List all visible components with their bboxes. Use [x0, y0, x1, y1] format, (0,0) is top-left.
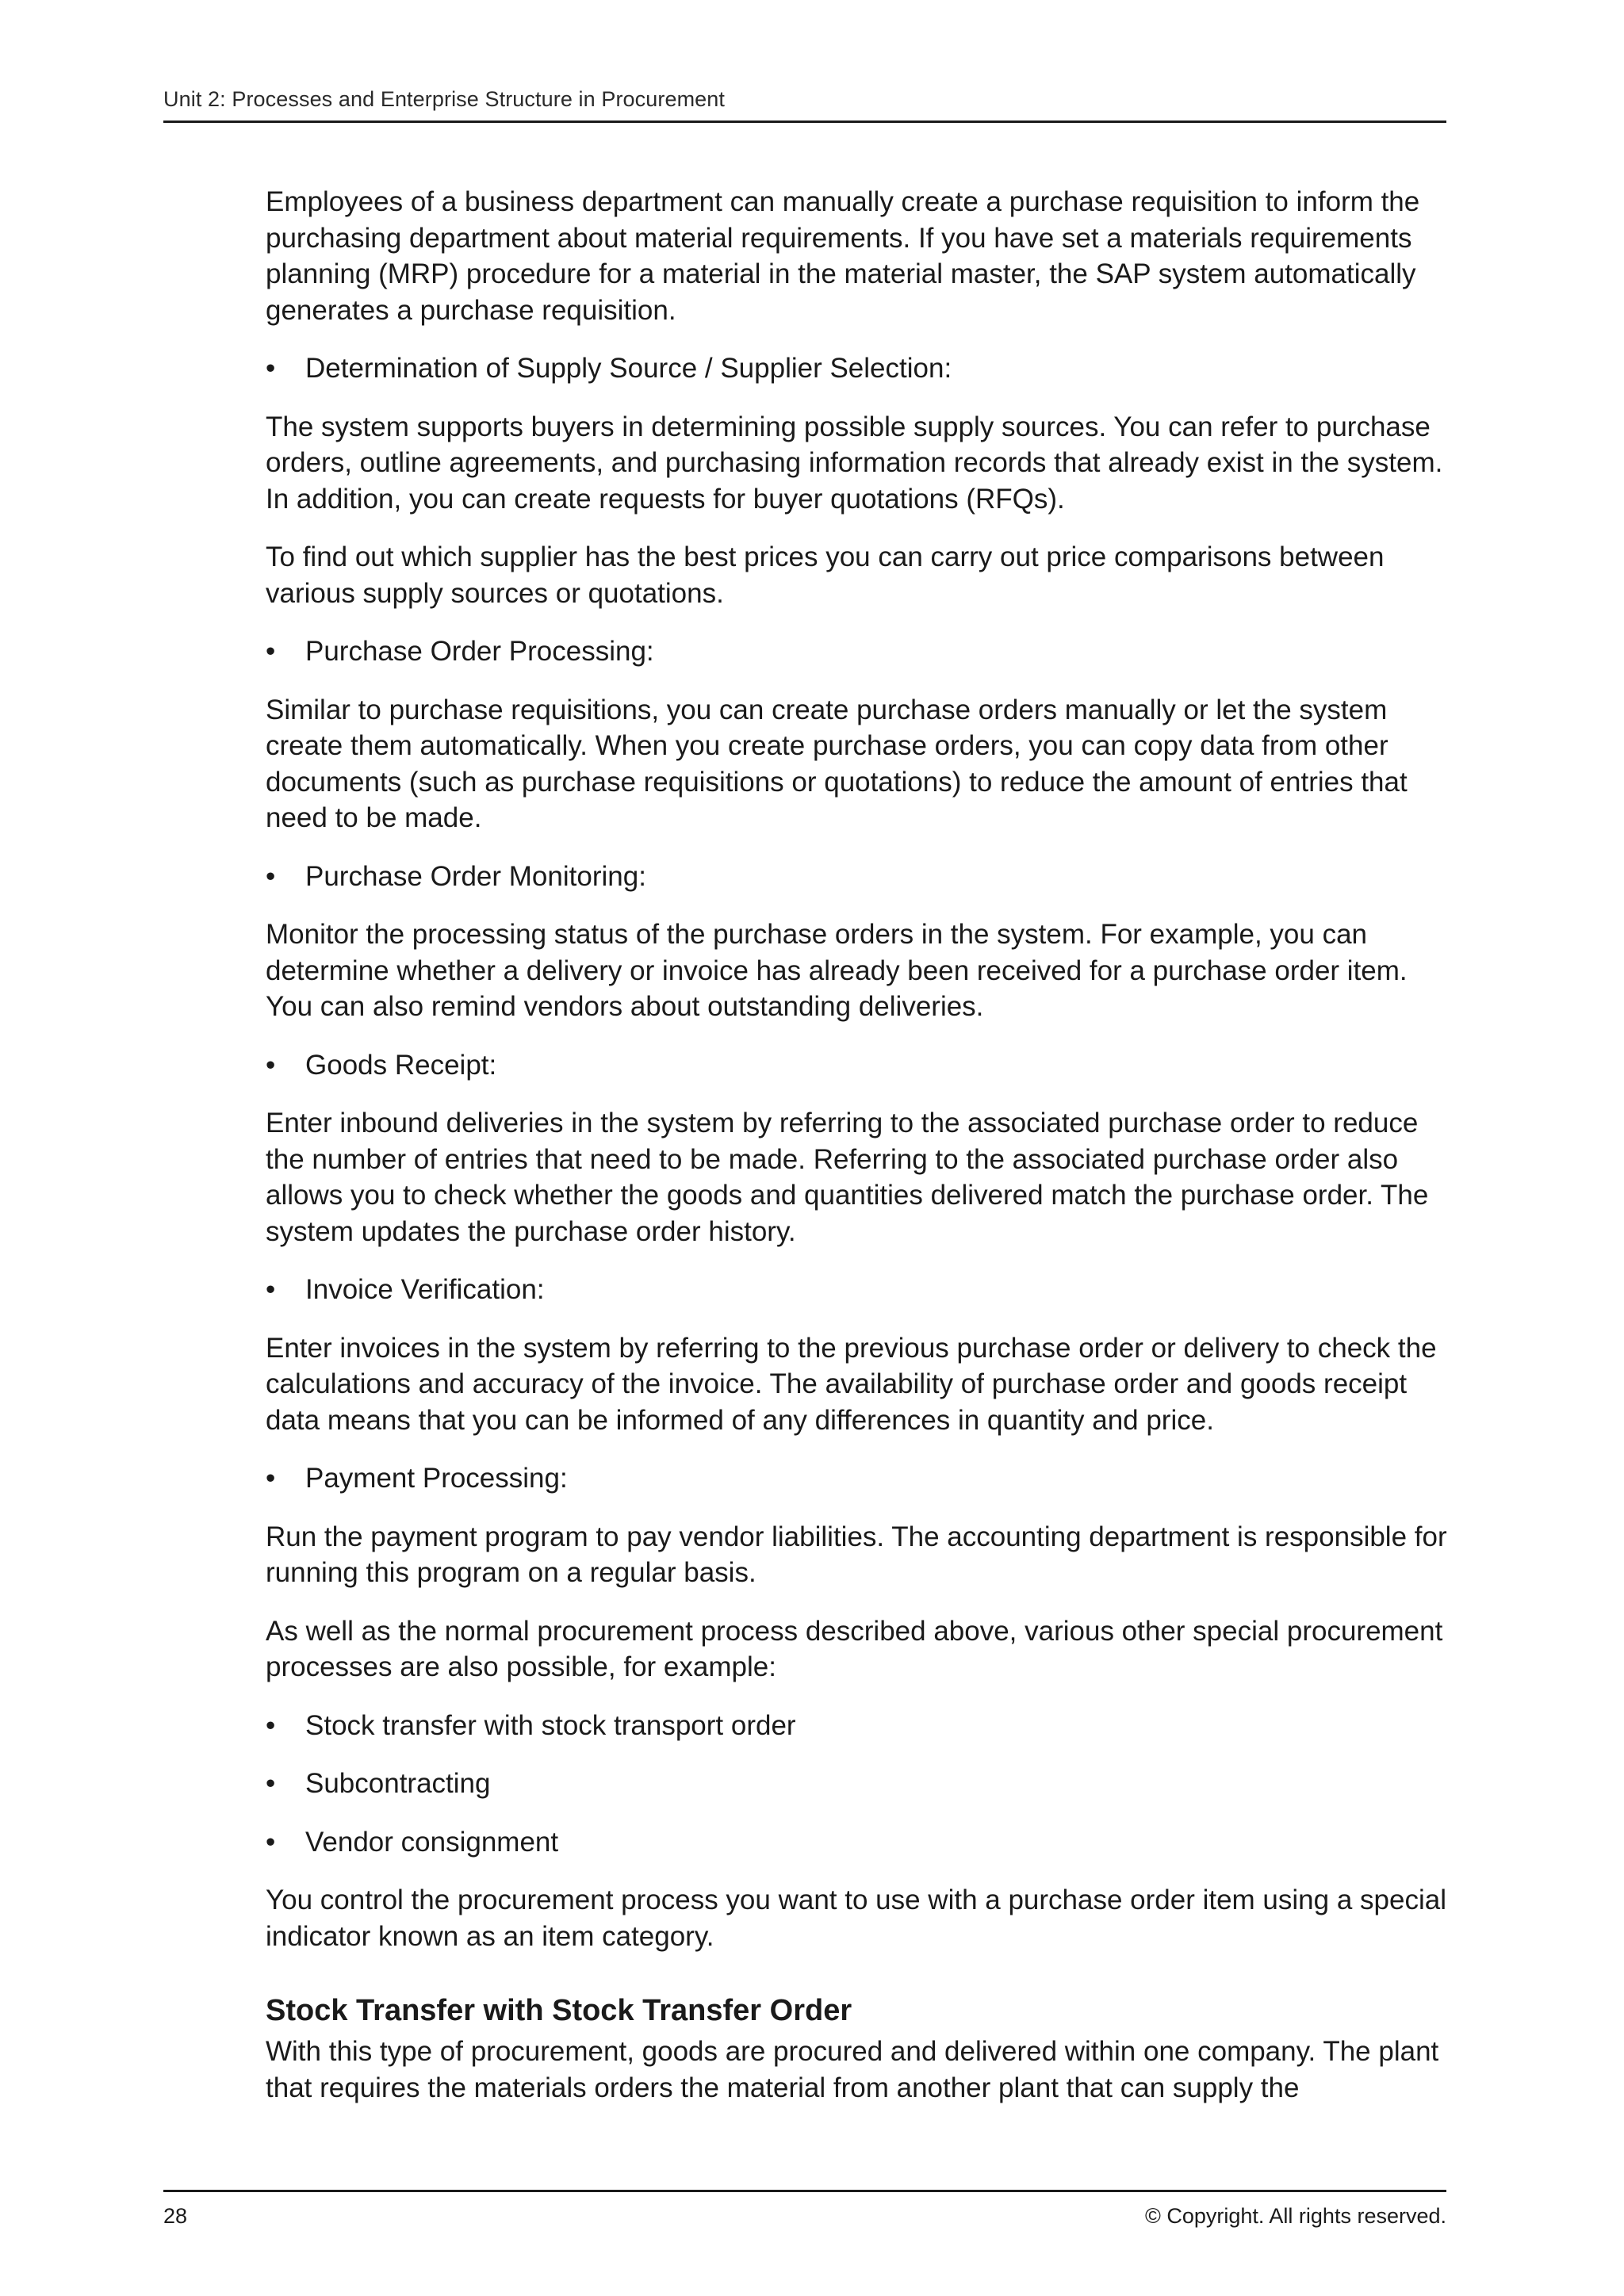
special-list-label: Vendor consignment: [305, 1826, 559, 1858]
bullet-label: Purchase Order Processing:: [305, 636, 654, 667]
bullet-label: Payment Processing:: [305, 1463, 568, 1494]
bullet-item: [266, 350, 1451, 387]
process-step-goods-receipt: [266, 1047, 1451, 1250]
bullet-glyph: •: [266, 1049, 276, 1081]
special-list-item: [266, 1824, 1451, 1861]
process-step-po-processing: [266, 633, 1451, 836]
body-content: [266, 184, 1451, 2106]
special-procurement-intro: As well as the normal procurement process described above, various other special procurement processes are also possible, for example:: [266, 1615, 1443, 1682]
bullet-item: [266, 1272, 1451, 1308]
process-step-payment-processing: [266, 1460, 1451, 1591]
bullet-label: Purchase Order Monitoring:: [305, 860, 646, 892]
bullet-label: Invoice Verification:: [305, 1274, 545, 1305]
bullet-paragraph: Run the payment program to pay vendor liabilities. The accounting department is responsible for running this program on a regular basis.: [266, 1521, 1447, 1588]
bullet-item: [266, 1047, 1451, 1084]
section-paragraph: With this type of procurement, goods are procured and delivered within one company. The plant that requires the materials orders the material from another plant that can supply the: [266, 2036, 1439, 2103]
bullet-glyph: •: [266, 1463, 276, 1494]
bullet-glyph: •: [266, 1768, 276, 1799]
special-list-label: Stock transfer with stock transport order: [305, 1709, 796, 1741]
item-category-paragraph: You control the procurement process you want to use with a purchase order item using a special indicator known as an item category.: [266, 1885, 1446, 1952]
footer-rule: [163, 2190, 1446, 2192]
process-step-po-monitoring: [266, 859, 1451, 1025]
bullet-glyph: •: [266, 860, 276, 892]
copyright-notice: © Copyright. All rights reserved.: [1144, 2204, 1446, 2228]
bullet-glyph: •: [266, 636, 276, 667]
bullet-label: Goods Receipt:: [305, 1049, 497, 1081]
bullet-paragraph: Enter inbound deliveries in the system by referring to the associated purchase order to reduce the number of entries that need to be made. Referring to the associated purchase order also allows you to check whether the goods and quantities delivered match the purchase order. The system updates the purchase order history.: [266, 1108, 1429, 1247]
special-list-label: Subcontracting: [305, 1768, 491, 1799]
bullet-item: [266, 1460, 1451, 1497]
bullet-glyph: •: [266, 1826, 276, 1858]
bullet-glyph: •: [266, 1709, 276, 1741]
bullet-paragraph: The system supports buyers in determining possible supply sources. You can refer to purchase orders, outline agreements, and purchasing information records that already exist in the system. In addition, you can create requests for buyer quotations (RFQs).: [266, 411, 1443, 515]
bullet-paragraph: Enter invoices in the system by referring to the previous purchase order or delivery to check the calculations and accuracy of the invoice. The availability of purchase order and goods receipt data means that you can be informed of any differences in quantity and price.: [266, 1332, 1437, 1436]
special-list-item: [266, 1766, 1451, 1802]
bullet-item: [266, 859, 1451, 895]
bullet-paragraph: Similar to purchase requisitions, you can create purchase orders manually or let the system create them automatically. When you create purchase orders, you can copy data from other documents (such as purchase requisitions or quotations) to reduce the amount of entries that need to be made.: [266, 694, 1408, 833]
intro-paragraph: Employees of a business department can manually create a purchase requisition to inform the purchasing department about material requirements. If you have set a materials requirements planning (MRP) procedure for a material in the material master, the SAP system automatically generates a purchase requisition.: [266, 186, 1420, 326]
special-list-item: [266, 1708, 1451, 1744]
running-head: Unit 2: Processes and Enterprise Structure in Procurement: [163, 87, 726, 111]
bullet-glyph: •: [266, 1274, 276, 1305]
bullet-item: [266, 633, 1451, 670]
bullet-paragraph: Monitor the processing status of the purchase orders in the system. For example, you can determine whether a delivery or invoice has already been received for a purchase order item. You can also remind vendors about outstanding deliveries.: [266, 919, 1408, 1022]
bullet-label: Determination of Supply Source / Supplier Selection:: [305, 353, 952, 384]
section-heading: Stock Transfer with Stock Transfer Order: [266, 1994, 852, 2027]
process-step-supply-source: [266, 350, 1451, 611]
bullet-glyph: •: [266, 353, 276, 384]
bullet-paragraph: To find out which supplier has the best prices you can carry out price comparisons between various supply sources or quotations.: [266, 541, 1385, 609]
process-step-invoice-verification: [266, 1272, 1451, 1438]
header-rule: [163, 121, 1446, 123]
page-number: 28: [163, 2204, 188, 2228]
